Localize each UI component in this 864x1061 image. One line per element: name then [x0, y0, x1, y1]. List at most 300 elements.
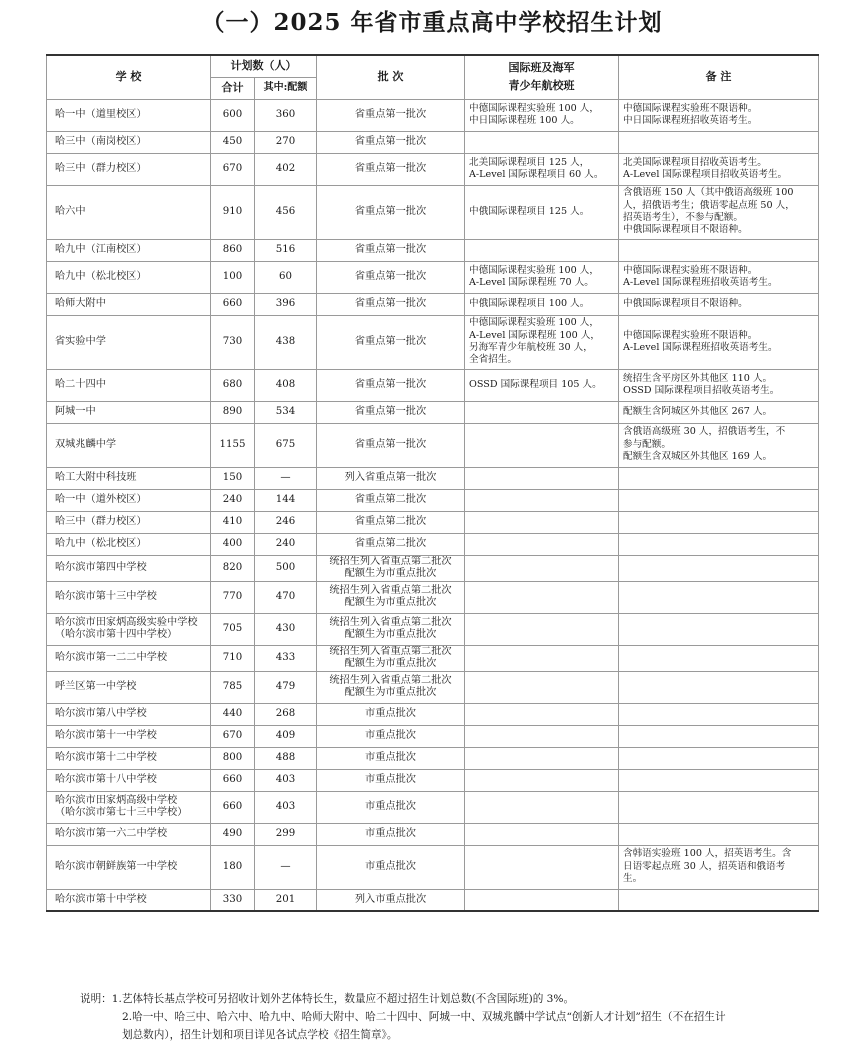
cell-intl — [465, 845, 619, 889]
table-row — [47, 467, 819, 489]
cell-quota: 144 — [255, 489, 317, 511]
cell-total: 450 — [211, 131, 255, 153]
footnotes — [80, 990, 840, 1044]
cell-note-line: 人，招俄语考生；俄语零起点班 50 人， — [623, 199, 795, 211]
header-intl — [465, 55, 619, 99]
cell-school-line: 哈师大附中 — [55, 297, 106, 309]
cell-total: 180 — [211, 845, 255, 889]
cell-school — [47, 293, 211, 315]
cell-batch — [317, 889, 465, 911]
cell-school-line: （哈尔滨市第十四中学校） — [55, 629, 178, 640]
cell-school-line: （哈尔滨市第七十三中学校） — [55, 807, 188, 818]
cell-school-line: 哈三中（群力校区） — [55, 162, 147, 174]
cell-quota: 470 — [255, 581, 317, 613]
cell-batch-line: 省重点第一批次 — [354, 205, 427, 217]
cell-note — [619, 645, 819, 671]
cell-intl-line: 中日国际课程班 100 人。 — [469, 115, 580, 126]
cell-batch-line: 省重点第一批次 — [354, 405, 427, 417]
cell-intl — [465, 889, 619, 911]
cell-school-line: 哈尔滨市第十二中学校 — [55, 751, 157, 763]
cell-total: 730 — [211, 315, 255, 369]
cell-quota: 396 — [255, 293, 317, 315]
cell-batch — [317, 261, 465, 293]
cell-batch-line: 配额生为市重点批次 — [344, 687, 437, 698]
cell-note — [619, 293, 819, 315]
cell-batch — [317, 185, 465, 239]
cell-batch — [317, 725, 465, 747]
cell-school-line: 哈九中（松北校区） — [55, 270, 147, 282]
cell-total: 660 — [211, 293, 255, 315]
cell-school — [47, 613, 211, 645]
table-row — [47, 261, 819, 293]
table-row — [47, 703, 819, 725]
cell-batch-line: 配额生为市重点批次 — [344, 658, 437, 669]
cell-intl — [465, 613, 619, 645]
cell-total: 670 — [211, 153, 255, 185]
cell-school-line: 省实验中学 — [55, 335, 106, 347]
cell-school — [47, 747, 211, 769]
cell-school-line: 哈一中（道里校区） — [55, 108, 147, 120]
cell-note — [619, 747, 819, 769]
cell-total: 660 — [211, 791, 255, 823]
cell-intl-line: 中俄国际课程项目 125 人。 — [469, 205, 590, 217]
cell-batch-line: 省重点第一批次 — [354, 243, 427, 255]
page-title: （一）2025 年省市重点高中学校招生计划 — [201, 9, 663, 36]
cell-total: 785 — [211, 671, 255, 703]
cell-quota: 299 — [255, 823, 317, 845]
cell-school — [47, 369, 211, 401]
table-row — [47, 555, 819, 581]
table-row — [47, 613, 819, 645]
cell-school — [47, 671, 211, 703]
cell-quota: 240 — [255, 533, 317, 555]
table-body — [47, 99, 819, 911]
table-row — [47, 423, 819, 467]
cell-batch-line: 省重点第一批次 — [354, 438, 427, 450]
cell-intl — [465, 153, 619, 185]
header-intl-line2: 青少年航校班 — [508, 79, 575, 93]
cell-batch-line: 市重点批次 — [365, 773, 416, 785]
cell-batch-line: 市重点批次 — [365, 751, 416, 763]
cell-batch-line: 统招生列入省重点第二批次 — [329, 584, 452, 596]
cell-school-line: 哈工大附中科技班 — [55, 471, 137, 483]
cell-note-line: 中俄国际课程项目不限语种。 — [623, 224, 748, 236]
cell-batch — [317, 489, 465, 511]
table-row — [47, 315, 819, 369]
cell-school-line: 哈尔滨市第十一中学校 — [55, 729, 157, 741]
cell-note-line: 中德国际课程实验班不限语种。 — [623, 329, 758, 341]
table-row — [47, 645, 819, 671]
cell-batch-line: 市重点批次 — [365, 827, 416, 839]
cell-total: 800 — [211, 747, 255, 769]
cell-school-line: 哈尔滨市第十中学校 — [55, 893, 147, 905]
cell-total: 710 — [211, 645, 255, 671]
cell-school-line: 哈六中 — [55, 205, 86, 217]
cell-batch-line: 统招生列入省重点第二批次 — [329, 674, 452, 686]
cell-batch — [317, 845, 465, 889]
cell-note — [619, 239, 819, 261]
cell-batch — [317, 369, 465, 401]
cell-batch-line: 省重点第一批次 — [354, 297, 427, 309]
cell-intl — [465, 489, 619, 511]
cell-note-line: 含俄语高级班 30 人，招俄语考生，不 — [623, 426, 786, 438]
cell-intl-line: A-Level 国际课程班 100 人， — [469, 329, 601, 341]
cell-school — [47, 261, 211, 293]
cell-note — [619, 423, 819, 467]
cell-total: 910 — [211, 185, 255, 239]
cell-quota: 270 — [255, 131, 317, 153]
cell-batch — [317, 293, 465, 315]
cell-school — [47, 467, 211, 489]
cell-total: 150 — [211, 467, 255, 489]
cell-batch-line: 省重点第二批次 — [354, 515, 427, 527]
cell-note — [619, 725, 819, 747]
cell-note — [619, 489, 819, 511]
cell-batch — [317, 703, 465, 725]
cell-quota: 438 — [255, 315, 317, 369]
cell-batch — [317, 581, 465, 613]
cell-school — [47, 239, 211, 261]
cell-school — [47, 703, 211, 725]
cell-school — [47, 791, 211, 823]
cell-batch-line: 省重点第一批次 — [354, 135, 427, 147]
cell-school — [47, 315, 211, 369]
cell-school — [47, 99, 211, 131]
cell-total: 490 — [211, 823, 255, 845]
cell-intl-line: 中德国际课程实验班 100 人， — [469, 317, 599, 329]
cell-intl — [465, 185, 619, 239]
cell-batch-line: 配额生为市重点批次 — [344, 629, 437, 640]
cell-batch-line: 市重点批次 — [365, 800, 416, 812]
cell-note — [619, 845, 819, 889]
cell-batch-line: 省重点第一批次 — [354, 270, 427, 282]
cell-batch — [317, 671, 465, 703]
cell-batch — [317, 645, 465, 671]
cell-intl — [465, 581, 619, 613]
cell-batch-line: 省重点第一批次 — [354, 335, 427, 347]
cell-intl — [465, 533, 619, 555]
cell-school-line: 哈二十四中 — [55, 378, 106, 390]
cell-batch — [317, 511, 465, 533]
cell-quota: 488 — [255, 747, 317, 769]
cell-note-line: 含韩语实验班 100 人，招英语考生。含 — [623, 848, 792, 860]
cell-batch-line: 统招生列入省重点第二批次 — [329, 555, 452, 567]
cell-quota: 409 — [255, 725, 317, 747]
table-row — [47, 845, 819, 889]
cell-note — [619, 823, 819, 845]
cell-school-line: 哈尔滨市第十三中学校 — [55, 590, 157, 602]
table-row — [47, 823, 819, 845]
cell-school — [47, 555, 211, 581]
cell-intl — [465, 555, 619, 581]
cell-intl — [465, 99, 619, 131]
cell-total: 100 — [211, 261, 255, 293]
cell-note — [619, 703, 819, 725]
cell-quota: 430 — [255, 613, 317, 645]
cell-batch-line: 省重点第一批次 — [354, 108, 427, 120]
cell-quota: 500 — [255, 555, 317, 581]
cell-school — [47, 581, 211, 613]
cell-batch — [317, 533, 465, 555]
cell-total: 670 — [211, 725, 255, 747]
cell-note-line: 含俄语班 150 人（其中俄语高级班 100 — [623, 187, 794, 199]
cell-intl-line: A-Level 国际课程项目 60 人。 — [469, 169, 604, 180]
cell-intl — [465, 239, 619, 261]
cell-quota: 246 — [255, 511, 317, 533]
cell-total: 330 — [211, 889, 255, 911]
cell-batch — [317, 131, 465, 153]
cell-note — [619, 99, 819, 131]
cell-school — [47, 645, 211, 671]
table-row — [47, 185, 819, 239]
table-row — [47, 791, 819, 823]
table-row — [47, 725, 819, 747]
cell-quota: 675 — [255, 423, 317, 467]
cell-school — [47, 401, 211, 423]
cell-intl — [465, 293, 619, 315]
cell-intl — [465, 467, 619, 489]
cell-note — [619, 467, 819, 489]
cell-note — [619, 131, 819, 153]
cell-batch-line: 配额生为市重点批次 — [344, 597, 437, 608]
cell-intl — [465, 423, 619, 467]
cell-batch — [317, 315, 465, 369]
cell-batch-line: 市重点批次 — [365, 729, 416, 741]
cell-quota: 408 — [255, 369, 317, 401]
cell-intl — [465, 369, 619, 401]
table-row — [47, 99, 819, 131]
cell-school — [47, 823, 211, 845]
cell-batch — [317, 823, 465, 845]
cell-batch — [317, 153, 465, 185]
table-row — [47, 239, 819, 261]
cell-quota: 403 — [255, 769, 317, 791]
cell-note — [619, 889, 819, 911]
cell-note-line: A-Level 国际课程班招收英语考生。 — [623, 277, 778, 288]
table-row — [47, 511, 819, 533]
cell-quota: 479 — [255, 671, 317, 703]
header-note: 备 注 — [619, 55, 819, 99]
cell-school — [47, 725, 211, 747]
cell-batch-line: 省重点第一批次 — [354, 378, 427, 390]
cell-note-line: 统招生含平房区外其他区 110 人。 — [623, 372, 773, 384]
cell-school-line: 哈尔滨市第十八中学校 — [55, 773, 157, 785]
cell-school-line: 双城兆麟中学 — [55, 438, 117, 450]
cell-quota: 360 — [255, 99, 317, 131]
cell-total: 820 — [211, 555, 255, 581]
cell-batch-line: 省重点第二批次 — [354, 493, 427, 505]
cell-note-line: 中日国际课程班招收英语考生。 — [623, 115, 758, 126]
cell-total: 440 — [211, 703, 255, 725]
cell-note — [619, 555, 819, 581]
cell-batch-line: 市重点批次 — [365, 860, 416, 872]
cell-school — [47, 423, 211, 467]
cell-note-line: 配额生含双城区外其他区 169 人。 — [623, 451, 773, 463]
cell-batch-line: 配额生为市重点批次 — [344, 568, 437, 579]
cell-note — [619, 511, 819, 533]
cell-total: 400 — [211, 533, 255, 555]
cell-note — [619, 769, 819, 791]
cell-total: 705 — [211, 613, 255, 645]
cell-intl — [465, 401, 619, 423]
cell-school — [47, 769, 211, 791]
cell-total: 890 — [211, 401, 255, 423]
cell-school-line: 哈九中（松北校区） — [55, 537, 147, 549]
cell-school-line: 哈尔滨市第一六二中学校 — [55, 827, 168, 839]
table-row — [47, 131, 819, 153]
cell-school-line: 哈一中（道外校区） — [55, 493, 147, 505]
admission-plan-table — [46, 54, 819, 912]
cell-batch — [317, 239, 465, 261]
cell-intl-line: OSSD 国际课程项目 105 人。 — [469, 378, 602, 390]
cell-school — [47, 489, 211, 511]
cell-note-line: A-Level 国际课程项目招收英语考生。 — [623, 169, 788, 180]
cell-intl-line: 中德国际课程实验班 100 人， — [469, 102, 599, 114]
footnote-1: 说明：1.艺体特长基点学校可另招收计划外艺体特长生，数量应不超过招生计划总数(不含国际班)的 3%。 — [80, 993, 575, 1005]
cell-school — [47, 185, 211, 239]
cell-note-line: 配额生含阿城区外其他区 267 人。 — [623, 405, 773, 417]
cell-batch — [317, 467, 465, 489]
cell-school — [47, 131, 211, 153]
cell-school-line: 哈九中（江南校区） — [55, 243, 147, 255]
cell-intl — [465, 261, 619, 293]
cell-school — [47, 533, 211, 555]
cell-quota: 534 — [255, 401, 317, 423]
header-quota: 其中:配额 — [255, 77, 317, 99]
cell-intl — [465, 645, 619, 671]
cell-note — [619, 261, 819, 293]
cell-batch-line: 列入市重点批次 — [354, 893, 427, 905]
cell-school-line: 哈尔滨市第八中学校 — [55, 707, 147, 719]
table-row — [47, 401, 819, 423]
cell-school — [47, 511, 211, 533]
cell-note-line: 中俄国际课程项目不限语种。 — [623, 297, 748, 309]
cell-quota: 516 — [255, 239, 317, 261]
table-row — [47, 747, 819, 769]
header-school: 学 校 — [47, 55, 211, 99]
cell-total: 660 — [211, 769, 255, 791]
cell-quota: — — [255, 467, 317, 489]
cell-note-line: OSSD 国际课程项目招收英语考生。 — [623, 385, 780, 396]
header-intl-line1: 国际班及海军 — [508, 61, 575, 75]
cell-note-line: 中德国际课程实验班不限语种。 — [623, 264, 758, 276]
cell-intl — [465, 791, 619, 823]
cell-total: 770 — [211, 581, 255, 613]
cell-intl — [465, 823, 619, 845]
table-row — [47, 533, 819, 555]
cell-total: 1155 — [211, 423, 255, 467]
cell-batch — [317, 769, 465, 791]
cell-total: 600 — [211, 99, 255, 131]
cell-intl — [465, 511, 619, 533]
cell-note — [619, 613, 819, 645]
cell-note-line: 生。 — [623, 873, 643, 885]
cell-note-line: 北美国际课程项目招收英语考生。 — [623, 156, 767, 168]
cell-quota: 268 — [255, 703, 317, 725]
cell-quota: 433 — [255, 645, 317, 671]
cell-intl — [465, 725, 619, 747]
cell-batch — [317, 423, 465, 467]
cell-batch — [317, 401, 465, 423]
cell-note-line: 日语零起点班 30 人，招英语和俄语考 — [623, 860, 786, 872]
cell-total: 410 — [211, 511, 255, 533]
table-row — [47, 369, 819, 401]
table-row — [47, 153, 819, 185]
cell-school-line: 阿城一中 — [55, 405, 96, 417]
header-total: 合计 — [211, 77, 255, 99]
header-plan: 计划数（人） — [211, 55, 317, 77]
cell-school — [47, 153, 211, 185]
cell-batch — [317, 99, 465, 131]
cell-intl — [465, 747, 619, 769]
cell-batch — [317, 791, 465, 823]
cell-batch-line: 统招生列入省重点第二批次 — [329, 616, 452, 628]
cell-school-line: 哈三中（群力校区） — [55, 515, 147, 527]
cell-intl — [465, 769, 619, 791]
table-row — [47, 581, 819, 613]
cell-note — [619, 185, 819, 239]
cell-quota: 456 — [255, 185, 317, 239]
cell-quota: — — [255, 845, 317, 889]
cell-intl — [465, 315, 619, 369]
footnote-3: 划总数内），招生计划和项目详见各试点学校《招生简章》。 — [122, 1029, 398, 1041]
cell-school-line: 哈尔滨市第四中学校 — [55, 561, 147, 573]
cell-intl-line: 中德国际课程实验班 100 人， — [469, 264, 599, 276]
cell-intl-line: 北美国际课程项目 125 人， — [469, 156, 590, 168]
cell-note-line: 中德国际课程实验班不限语种。 — [623, 102, 758, 114]
cell-batch — [317, 555, 465, 581]
header-batch: 批 次 — [317, 55, 465, 99]
cell-total: 680 — [211, 369, 255, 401]
table-row — [47, 769, 819, 791]
cell-note — [619, 369, 819, 401]
cell-school-line: 哈尔滨市朝鲜族第一中学校 — [55, 860, 178, 872]
cell-note-line: 招英语考生），不参与配额。 — [623, 212, 743, 223]
cell-note — [619, 791, 819, 823]
cell-total: 240 — [211, 489, 255, 511]
cell-intl-line: 全省招生。 — [469, 354, 517, 366]
cell-note-line: A-Level 国际课程班招收英语考生。 — [623, 342, 778, 353]
table-row — [47, 889, 819, 911]
cell-school — [47, 889, 211, 911]
cell-intl-line: 中俄国际课程项目 100 人。 — [469, 297, 590, 309]
cell-school-line: 哈尔滨市第一二二中学校 — [55, 651, 168, 663]
cell-school-line: 呼兰区第一中学校 — [55, 680, 137, 692]
cell-note — [619, 533, 819, 555]
table-row — [47, 671, 819, 703]
cell-school-line: 哈尔滨市田家炳高级中学校 — [55, 794, 178, 806]
footnote-2: 2.哈一中、哈三中、哈六中、哈九中、哈师大附中、哈二十四中、阿城一中、双城兆麟中学试点“创新人才计划”招生（不在招生计 — [122, 1011, 726, 1023]
cell-note — [619, 153, 819, 185]
cell-quota: 60 — [255, 261, 317, 293]
cell-intl — [465, 131, 619, 153]
cell-note — [619, 671, 819, 703]
cell-quota: 402 — [255, 153, 317, 185]
cell-note — [619, 315, 819, 369]
cell-intl — [465, 703, 619, 725]
cell-note-line: 参与配额。 — [623, 438, 671, 450]
cell-intl-line: 另海军青少年航校班 30 人， — [469, 342, 593, 353]
cell-intl-line: A-Level 国际课程班 70 人。 — [469, 277, 594, 288]
cell-batch-line: 省重点第二批次 — [354, 537, 427, 549]
cell-quota: 201 — [255, 889, 317, 911]
cell-school — [47, 845, 211, 889]
cell-batch — [317, 747, 465, 769]
cell-quota: 403 — [255, 791, 317, 823]
table-row — [47, 293, 819, 315]
cell-note — [619, 401, 819, 423]
cell-school-line: 哈尔滨市田家炳高级实验中学校 — [55, 616, 198, 628]
